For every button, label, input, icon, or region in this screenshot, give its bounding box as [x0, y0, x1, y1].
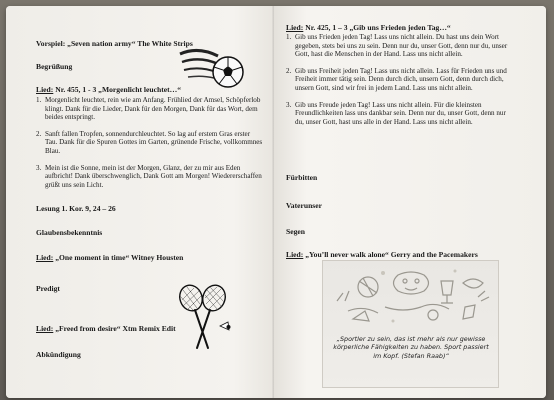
segen: Segen: [286, 227, 305, 236]
lied-label: Lied:: [36, 253, 54, 262]
badminton-rackets-icon: [174, 282, 232, 354]
left-page: [6, 6, 274, 398]
quote-box: [322, 260, 499, 388]
lied-title: Nr. 425, 1 – 3 „Gib uns Frieden jeden Tag…“: [303, 23, 451, 32]
verse: 2. Sanft fallen Tropfen, sonnendurchleuchtet. So lag auf erstem Gras erster Tau. Dank für die Spuren Gottes im Garten, grünende Frische, vollkommnes Blau.: [36, 129, 263, 155]
program-sheet: [6, 6, 546, 398]
lied-never-walk-alone: [286, 250, 478, 259]
lied-label: Lied:: [286, 250, 304, 259]
verse-list: [36, 96, 264, 189]
verse: 1. Gib uns Frieden jeden Tag! Lass uns nicht allein. Du hast uns dein Wort gegeben, stets bei uns zu sein. Denn nur du, unser Gott, denn nur du, unser Gott, hast die Menschen in der Hand. Lass uns nicht allein.: [286, 33, 508, 59]
lied-morgenlicht: [36, 85, 264, 189]
lied-title: „You’ll never walk alone“ Gerry and the Pacemakers: [303, 250, 478, 259]
lied-one-moment: [36, 253, 183, 262]
verse: 3. Mein ist die Sonne, mein ist der Morgen, Glanz, der zu mir aus Eden aufbricht! Dank überschwenglich, Dank Gott am Morgen! Wiedererschaffen grüßt uns sein Licht.: [36, 163, 262, 189]
vaterunser: Vaterunser: [286, 201, 322, 210]
lesung: Lesung 1. Kor. 9, 24 – 26: [36, 204, 116, 213]
abkuendigung: Abkündigung: [36, 350, 81, 359]
soccer-ball-icon: [178, 44, 246, 90]
verse: 2. Gib uns Freiheit jeden Tag! Lass uns nicht allein. Lass für Frieden uns und Freiheit immer tätig sein. Denn durch dich, unsern Gott, denn durch dich, unsern Gott, sind wir frei in jedem Land. Lass uns nicht allein.: [286, 66, 507, 92]
verse-list: [286, 33, 510, 126]
right-page: [274, 6, 546, 398]
lied-gib-uns-frieden: [286, 23, 510, 126]
lied-freed-from-desire: [36, 324, 176, 333]
lied-label: Lied:: [36, 85, 54, 94]
vorspiel-line: Vorspiel: „Seven nation army“ The White Strips: [36, 39, 193, 48]
shuttlecock-icon: [220, 322, 231, 330]
sport-quote: „Sportler zu sein, das ist mehr als nur gewisse körperliche Fähigkeiten zu haben. Sport passiert im Kopf. (Stefan Raab)“: [333, 335, 489, 360]
lied-label: Lied:: [36, 324, 54, 333]
lied-title: „Freed from desire“ Xtm Remix Edit: [53, 324, 176, 333]
begruessung: Begrüßung: [36, 62, 73, 71]
predigt: Predigt: [36, 284, 60, 293]
glaubensbekenntnis: Glaubensbekenntnis: [36, 228, 103, 237]
sports-doodle-icon: [323, 261, 498, 333]
verse: 3. Gib uns Freude jeden Tag! Lass uns nicht allein. Für die kleinsten Freundlichkeiten lass uns dankbar sein. Denn nur du, unser Gott, denn nur du, unser Gott, hast uns alle in der Hand. Lass uns nicht allein.: [286, 100, 506, 126]
lied-label: Lied:: [286, 23, 304, 32]
lied-title: Nr. 455, 1 - 3 „Morgenlicht leuchtet…“: [53, 85, 182, 94]
lied-title: „One moment in time“ Witney Housten: [53, 253, 184, 262]
verse: 1. Morgenlicht leuchtet, rein wie am Anfang. Frühlied der Amsel, Schöpferlob klingt. Dank für die Lieder, Dank für den Morgen, Dank für das Wort, dem beides entspringt.: [36, 96, 261, 122]
fuerbitten: Fürbitten: [286, 173, 318, 182]
